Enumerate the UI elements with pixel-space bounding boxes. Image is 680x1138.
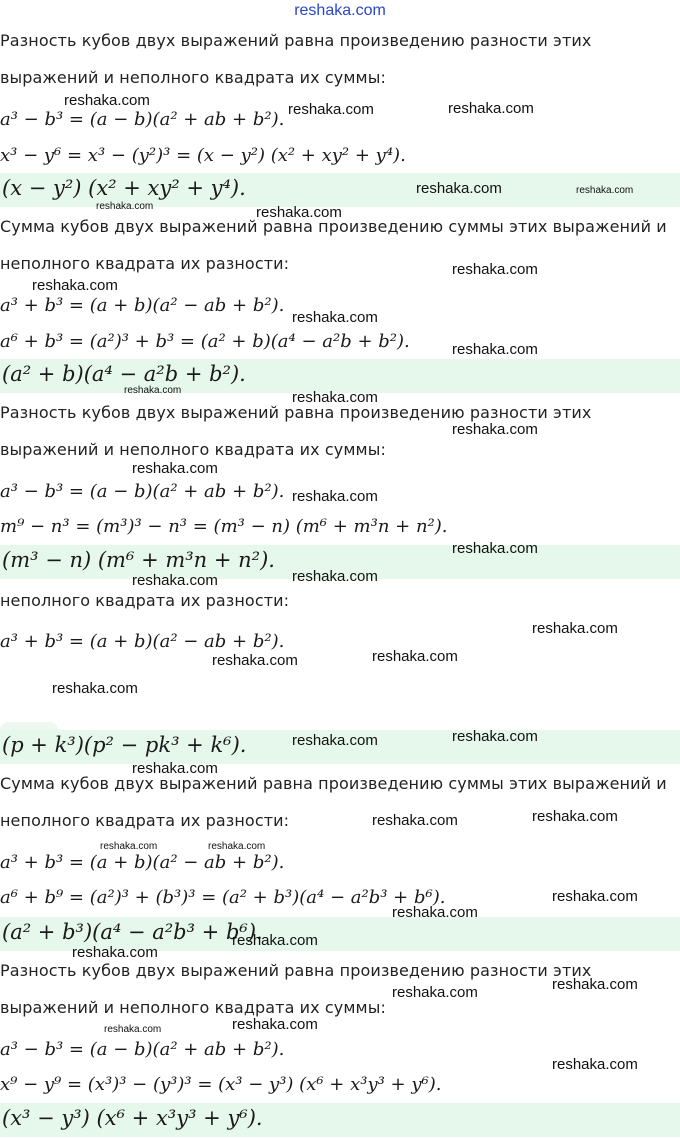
watermark: reshaka.com [288,101,374,118]
work-line: x³ − y⁶ = x³ − (y²)³ = (x − y²) (x² + xy² + y⁴). [0,145,406,166]
watermark: reshaka.com [232,932,318,949]
watermark: reshaka.com [52,680,138,697]
rule-text: Сумма кубов двух выражений равна произведению суммы этих выражений и [0,774,667,793]
watermark: reshaka.com [292,309,378,326]
watermark: reshaka.com [64,92,150,109]
watermark: reshaka.com [72,944,158,961]
watermark: reshaka.com [100,841,158,852]
watermark: reshaka.com [292,488,378,505]
formula: a³ − b³ = (a − b)(a² + ab + b²). [0,1039,285,1060]
rule-text: неполного квадрата их разности: [0,811,290,830]
rule-text: неполного квадрата их разности: [0,254,290,273]
watermark: reshaka.com [132,572,218,589]
watermark: reshaka.com [212,652,298,669]
rule-text: Разность кубов двух выражений равна произведению разности этих [0,961,592,980]
formula: a³ + b³ = (a + b)(a² − ab + b²). [0,852,285,873]
watermark: reshaka.com [292,389,378,406]
watermark: reshaka.com [232,1016,318,1033]
watermark: reshaka.com [132,760,218,777]
rule-text: Разность кубов двух выражений равна произведению разности этих [0,31,592,50]
answer: (a² + b)(a⁴ − a²b + b²). [2,362,246,386]
answer: (m³ − n) (m⁶ + m³n + n²). [2,548,275,572]
watermark: reshaka.com [392,984,478,1001]
rule-text: выражений и неполного квадрата их суммы: [0,998,386,1017]
watermark: reshaka.com [452,341,538,358]
formula: a³ − b³ = (a − b)(a² + ab + b²). [0,109,285,130]
answer: (a² + b³)(a⁴ − a²b³ + b⁶). [2,920,263,944]
header-site-link[interactable]: reshaka.com [294,2,386,19]
formula: a³ + b³ = (a + b)(a² − ab + b²). [0,631,285,652]
work-line: a⁶ + b³ = (a²)³ + b³ = (a² + b)(a⁴ − a²b + b²). [0,331,410,352]
watermark: reshaka.com [104,1024,162,1035]
watermark: reshaka.com [372,648,458,665]
watermark: reshaka.com [292,568,378,585]
formula: a³ + b³ = (a + b)(a² − ab + b²). [0,295,285,316]
watermark: reshaka.com [452,728,538,745]
watermark: reshaka.com [552,888,638,905]
work-line: x⁹ − y⁹ = (x³)³ − (y³)³ = (x³ − y³) (x⁶ + x³y³ + y⁶). [0,1074,442,1095]
rule-text: выражений и неполного квадрата их суммы: [0,68,386,87]
answer: (x³ − y³) (x⁶ + x³y³ + y⁶). [2,1106,263,1130]
formula: a³ − b³ = (a − b)(a² + ab + b²). [0,481,285,502]
watermark: reshaka.com [552,1056,638,1073]
rule-text: выражений и неполного квадрата их суммы: [0,440,386,459]
watermark: reshaka.com [416,180,502,197]
rule-text: неполного квадрата их разности: [0,591,290,610]
rule-text: Сумма кубов двух выражений равна произведению суммы этих выражений и [0,217,667,236]
watermark: reshaka.com [132,460,218,477]
watermark: reshaka.com [32,277,118,294]
watermark: reshaka.com [124,385,182,396]
work-line: m⁹ − n³ = (m³)³ − n³ = (m³ − n) (m⁶ + m³n + n²). [0,516,448,537]
watermark: reshaka.com [256,204,342,221]
watermark: reshaka.com [208,841,266,852]
watermark: reshaka.com [532,808,618,825]
watermark: reshaka.com [372,812,458,829]
answer: (x − y²) (x² + xy² + y⁴). [2,176,246,200]
watermark: reshaka.com [96,201,154,212]
work-line: a⁶ + b⁹ = (a²)³ + (b³)³ = (a² + b³)(a⁴ − a²b³ + b⁶). [0,887,446,908]
watermark: reshaka.com [452,421,538,438]
watermark: reshaka.com [452,261,538,278]
watermark: reshaka.com [576,185,634,196]
watermark: reshaka.com [452,540,538,557]
watermark: reshaka.com [392,904,478,921]
watermark: reshaka.com [552,976,638,993]
rule-text: Разность кубов двух выражений равна произведению разности этих [0,403,592,422]
answer: (p + k³)(p² − pk³ + k⁶). [2,733,247,757]
watermark: reshaka.com [532,620,618,637]
watermark: reshaka.com [292,732,378,749]
watermark: reshaka.com [448,100,534,117]
